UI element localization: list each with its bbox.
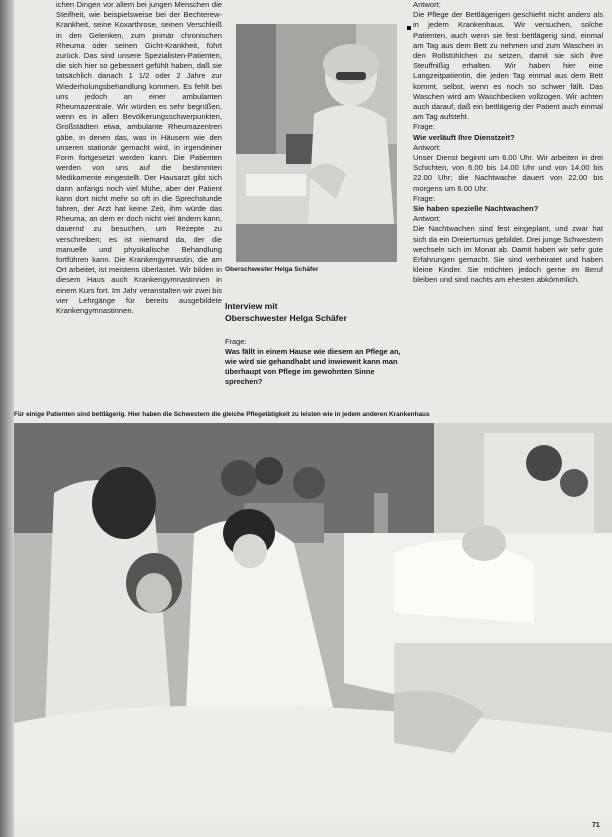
photo-caption-ward: Für einige Patienten sind bettlägerig. Hier haben die Schwestern die gleiche Pflegetätigkeit zu leisten wie in jedem anderen Krankenhaus — [14, 411, 430, 418]
question-label-3: Frage: — [413, 193, 435, 203]
square-bullet-marker — [407, 26, 411, 30]
article-column-right — [413, 0, 603, 398]
question-text: Was fällt in einem Hause wie diesem an Pflege an, wie wird sie gehandhabt und inwieweit kann man überhaupt von Pflege im gewohnten Sinne sprechen? — [225, 347, 401, 386]
photo-head-nurse-illustration — [236, 24, 397, 262]
answer-text-1: Die Pflege der Bettlägerigen geschieht nicht anders als in jedem Krankenhaus. Wir versuchen, solche Patienten, auch wenn sie fest bettlägerig sind, einmal am Tag aus dem Bett zu nehmen und zum Waschen in den Rollstühlchen zu setzen, damit sie sich ihre Steuffnißig erhalten. Wir haben hier eine Langzeitpatientin, die jeden Tag einmal aus dem Bett kommt, selbst, wenn es noch so schwer fällt. Das Waschen wird am Waschbecken vollzogen. Wir achten auch darauf, daß ein bettlägerig der Patient auch einmal am Tag aufsteht. — [413, 10, 603, 122]
question-text-3: Sie haben spezielle Nachtwachen? — [413, 204, 539, 214]
magazine-page — [14, 0, 612, 837]
photo-nurses-patient-ward-illustration — [14, 423, 612, 817]
photo-nurses-patient-ward — [14, 423, 612, 817]
answer-label-3: Antwort: — [413, 214, 441, 224]
photo-head-nurse — [236, 24, 397, 262]
photo-caption-head-nurse: Oberschwester Helga Schäfer — [225, 266, 319, 273]
answer-text-2: Unser Dienst beginnt um 6.00 Uhr. Wir arbeiten in drei Schichten, von 6.00 bis 14.00 Uhr und von 14.00 bis 22.00 Uhr; die Nachtwache dauert von 22.00 bis morgens um 6.00 Uhr. — [413, 153, 603, 193]
article-column-left: ichen Dingen vor allem bei jungen Menschen die Steifheit, wie beispielsweise bei der Bechterew-Krankheit, seine Koxarthrose, seinen Verschleiß in den Gelenken, zum primär chronischen Rheuma oder seinen Gicht-Krankheit, führt zurück. Das sind unsere Spezialisten-Patienten, die sich hier so gebessert gefühlt haben, daß sie tatsächlich danach 1 1/2 oder 2 Jahre zur Wiederholungsbehandlung kommen. Es fehlt bei uns jedoch an einer ambulanten Rheumazentrale. Wir würden es sehr begrüßen, wenn es in allen Bevölkerungsschwerpunkten, Großstädten etwa, ambulante Rheumazentren gäbe, in denen das, was in Häusern wie den unseren stationär gemacht wird, in irgendeiner Form fortgesetzt werden kann. Die Patienten werden von uns auf die bestimmten Medikamente eingestellt. Der Hausarzt gibt sich dann anfangs noch viel Mühe, aber der Patient kann dort nicht mehr so oft in die Sprechstunde fahren, der Arzt hat keine Zeit, ihm würde das Rheuma, an dem er doch nicht viel ändern kann, dauernd zu besuchen, um Rezepte zu verschreiben; es ist niemand da, der die manuelle und physikalische Behandlung fortführen kann. Die Krankengymnastin, die am Ort arbeitet, ist meistens überlastet. Wir bilden in diesem Haus auch Krankengymnastinnen in einem Kurs fort. Im Jahr veranstalten wir zwei bis vier Lehrgänge für bereits ausgebildete Krankengymnastinnen. — [56, 0, 222, 316]
interview-heading-line1: Interview mit — [225, 301, 278, 311]
answer-label-1: Antwort: — [413, 0, 441, 9]
answer-label-2: Antwort: — [413, 142, 441, 152]
answer-text-3: Die Nachtwachen sind fest eingeplant, und zwar hat sich da ein Dreierturnus gebildet. Drei junge Schwestern wechseln sich im Monat ab. Damit haben wir sehr gute Erfahrungen gemacht. Sie sind verheiratet und haben kleine Kinder. Sie möchten jedoch gerne im Beruf bleiben und sind nachts am ehesten abkömmlich. — [413, 224, 603, 285]
question-label: Frage: — [225, 337, 247, 346]
interview-heading — [225, 300, 400, 324]
page-number: 71 — [592, 822, 600, 829]
interview-first-question — [225, 337, 401, 387]
question-text-2: Wie verläuft Ihre Dienstzeit? — [413, 132, 515, 142]
page-binding-edge — [0, 0, 14, 837]
question-label-2: Frage: — [413, 122, 435, 132]
interview-heading-line2: Oberschwester Helga Schäfer — [225, 313, 347, 323]
